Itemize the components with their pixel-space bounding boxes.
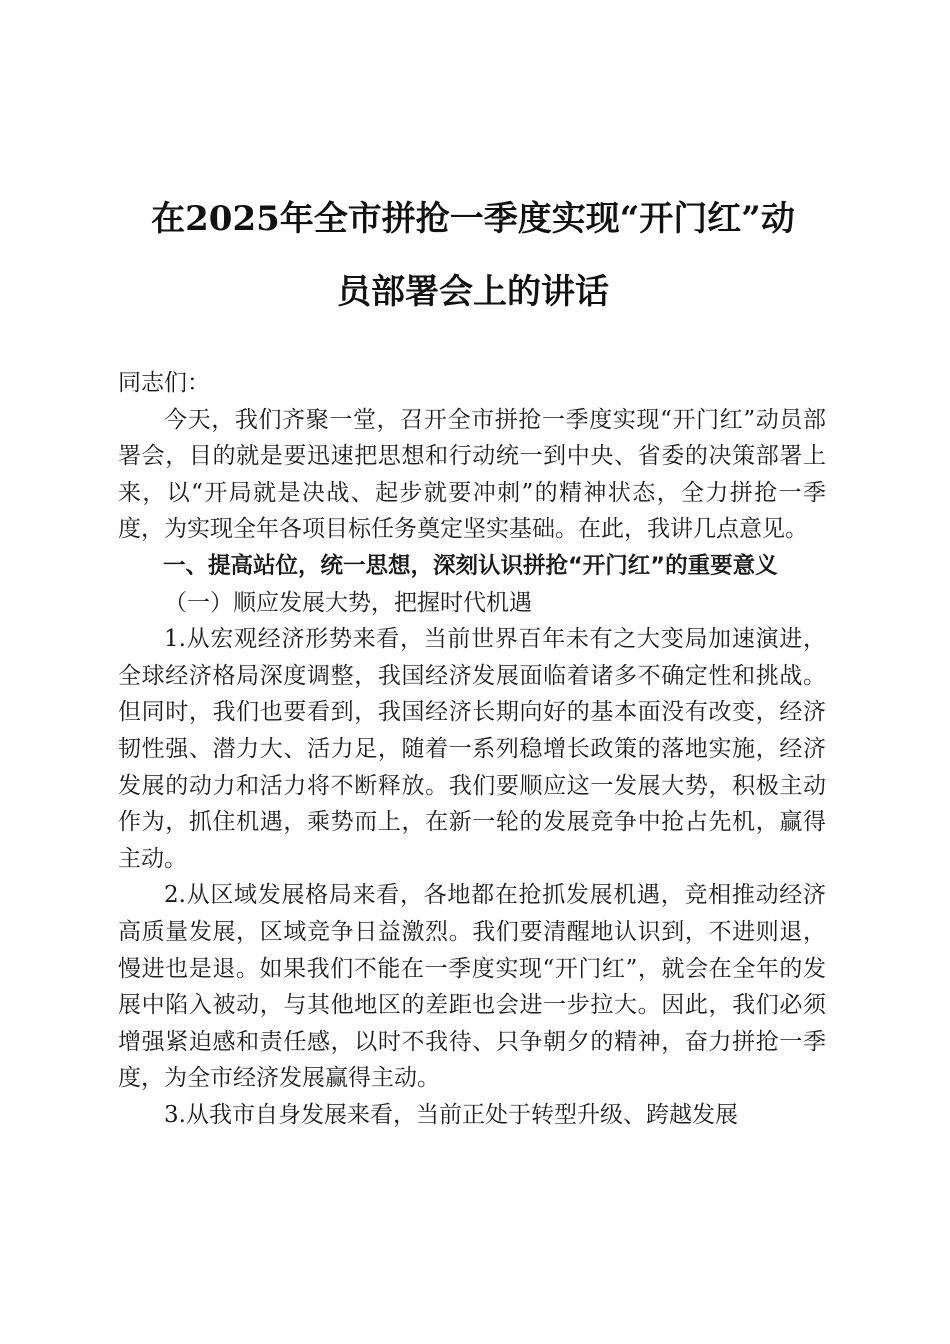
- intro-paragraph: 今天，我们齐聚一堂，召开全市拼抢一季度实现“开门红”动员部署会，目的就是要迅速把思想和行动统一到中央、省委的决策部署上来，以“开局就是决战、起步就要冲刺”的精神状态，全力拼抢一季度，为实现全年各项目标任务奠定坚实基础。在此，我讲几点意见。: [118, 406, 826, 543]
- subsection-heading-1: （一）顺应发展大势，把握时代机遇: [164, 589, 532, 616]
- point-paragraph-3: 3.从我市自身发展来看，当前正处于转型升级、跨越发展: [164, 1101, 738, 1128]
- point-paragraph-2: 2.从区域发展格局来看，各地都在抢抓发展机遇，竞相推动经济高质量发展，区域竞争日益激烈。我们要清醒地认识到，不进则退，慢进也是退。如果我们不能在一季度实现“开门红”，就会在全年的发展中陷入被动，与其他地区的差距也会进一步拉大。因此，我们必须增强紧迫感和责任感，以时不我待、只争朝夕的精神，奋力拼抢一季度，为全市经济发展赢得主动。: [118, 882, 826, 1092]
- section-heading-1: 一、提高站位，统一思想，深刻认识拼抢“开门红”的重要意义: [163, 552, 778, 579]
- salutation: 同志们：: [118, 370, 210, 396]
- point-paragraph-1: 1.从宏观经济形势来看，当前世界百年未有之大变局加速演进，全球经济格局深度调整，我国经济发展面临着诸多不确定性和挑战。但同时，我们也要看到，我国经济长期向好的基本面没有改变，经济韧性强、潜力大、活力足，随着一系列稳增长政策的落地实施，经济发展的动力和活力将不断释放。我们要顺应这一发展大势，积极主动作为，抓住机遇，乘势而上，在新一轮的发展竞争中抢占先机，赢得主动。: [118, 626, 826, 872]
- document-title-line-1: 在2025年全市拼抢一季度实现“开门红”动: [151, 199, 795, 239]
- document-body: [118, 365, 826, 1133]
- document-title-line-2: 员部署会上的讲话: [337, 272, 609, 312]
